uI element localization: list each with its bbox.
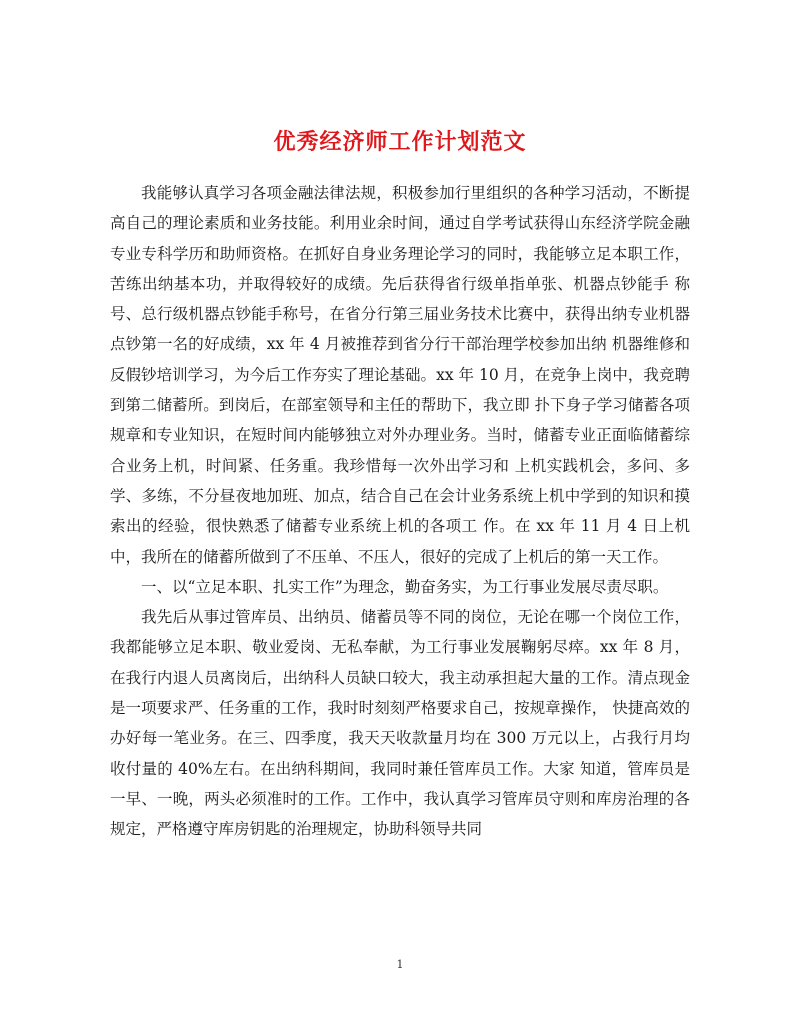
paragraph-1: 我能够认真学习各项金融法律法规，积极参加行里组织的各种学习活动，不断提高自己的理论素质和业务技能。利用业余时间，通过自学考试获得山东经济学院金融 专业专科学历和助师资格。在抓好自身业务理论学习的同时，我能够立足本职工作，苦练出纳基本功，并取得较好的成绩。先后获得省行级单指单张、机器点钞能手 称号、总行级机器点钞能手称号，在省分行第三届业务技术比赛中，获得出纳专业机器点钞第一名的好成绩，xx 年 4 月被推荐到省分行干部治理学校参加出纳 机器维修和反假钞培训学习，为今后工作夯实了理论基础。xx 年 10 月，在竞争上岗中，我竞聘到第二储蓄所。到岗后，在部室领导和主任的帮助下，我立即 扑下身子学习储蓄各项规章和专业知识，在短时间内能够独立对外办理业务。当时，储蓄专业正面临储蓄综合业务上机，时间紧、任务重。我珍惜每一次外出学习和 上机实践机会，多问、多学、多练，不分昼夜地加班、加点，结合自己在会计业务系统上机中学到的知识和摸索出的经验，很快熟悉了储蓄专业系统上机的各项工 作。在 xx 年 11 月 4 日上机中，我所在的储蓄所做到了不压单、不压人，很好的完成了上机后的第一天工作。 <box>110 184 690 566</box>
paragraph-2: 一、以“立足本职、扎实工作”为理念，勤奋务实，为工行事业发展尽责尽职。 <box>141 577 669 596</box>
paragraph-3: 我先后从事过管库员、出纳员、储蓄员等不同的岗位，无论在哪一个岗位工作，我都能够立足本职、敬业爱岗、无私奉献，为工行事业发展鞠躬尽瘁。xx 年 8 月，在我行内退人员离岗后，出纳科人员缺口较大，我主动承担起大量的工作。清点现金是一项要求严、任务重的工作，我时时刻刻严格要求自己，按规章操作， 快捷高效的办好每一笔业务。在三、四季度，我天天收款量月均在 300 万元以上，占我行月均收付量的 40%左右。在出纳科期间，我同时兼任管库员工作。大家 知道，管库员是一早、一晚，两头必须准时的工作。工作中，我认真学习管库员守则和库房治理的各规定，严格遵守库房钥匙的治理规定，协助科领导共同 <box>110 608 690 839</box>
document-title: 优秀经济师工作计划范文 <box>273 128 527 155</box>
page-number: 1 <box>396 958 404 971</box>
document-body <box>110 178 690 845</box>
